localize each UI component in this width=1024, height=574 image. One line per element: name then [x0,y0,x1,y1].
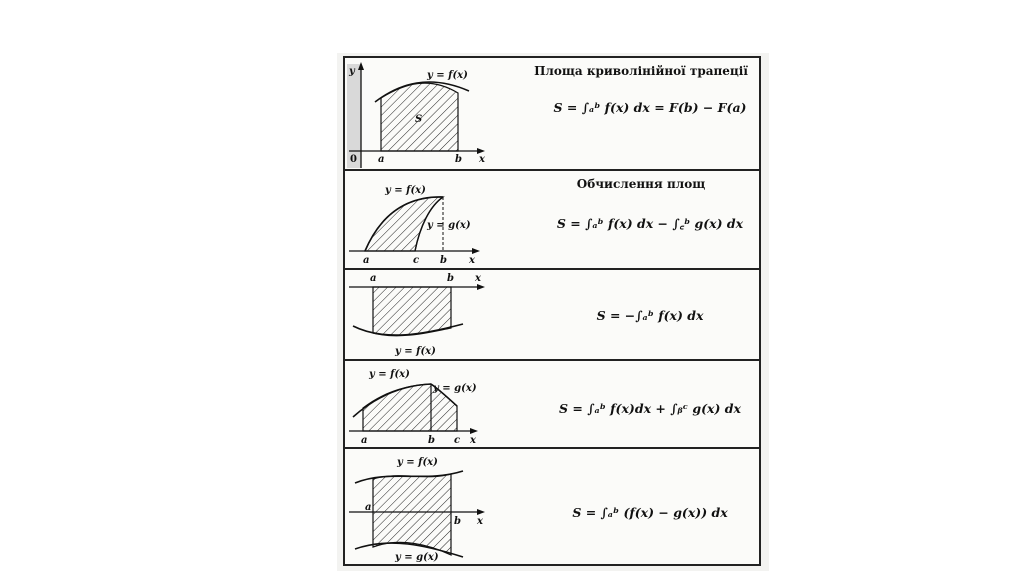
formula-sum: S = ∫ₐᵇ f(x)dx + ∫ᵦᶜ g(x) dx [559,401,741,416]
panel-between-curves [345,449,759,564]
label-b: b [428,435,435,446]
label-c: c [454,435,461,446]
formula-area: S = ∫ₐᵇ f(x) dx = F(b) − F(a) [553,100,747,115]
label-f: y = f(x) [385,185,426,196]
label-c: c [413,255,420,266]
label-a: a [363,255,370,266]
formula-negative: S = −∫ₐᵇ f(x) dx [596,308,704,323]
x-arrow [470,428,478,434]
heading-computing-areas: Обчислення площ [576,177,706,191]
label-x: x [477,516,483,527]
formula-difference: S = ∫ₐᵇ f(x) dx − ∫꜀ᵇ g(x) dx [556,216,744,231]
label-x: x [470,435,476,446]
label-f: y = f(x) [369,369,410,380]
panel-area-difference [345,171,759,270]
label-a: a [370,273,377,284]
label-curve: y = f(x) [427,70,468,81]
label-b: b [454,516,461,527]
x-arrow [472,248,480,254]
formula-between: S = ∫ₐᵇ (f(x) − g(x)) dx [572,505,728,520]
label-x: x [475,273,481,284]
label-a: a [378,154,385,165]
label-f: y = f(x) [397,457,438,468]
x-arrow [477,284,485,290]
label-origin: 0 [350,154,357,165]
label-b: b [440,255,447,266]
label-b: b [455,154,462,165]
label-a: a [361,435,368,446]
label-area: S [415,114,423,125]
label-g: y = g(x) [427,220,471,231]
label-x: x [469,255,475,266]
formula-sheet [343,56,761,566]
label-x: x [479,154,485,165]
x-arrow [477,509,485,515]
label-y: y [349,66,355,77]
panel-sum-area [345,361,759,449]
label-f: y = f(x) [395,346,436,357]
label-g: y = g(x) [395,552,439,563]
label-a: a [365,502,372,513]
panel-negative-area [345,270,759,361]
heading-area: Площа криволінійної трапеції [534,64,748,78]
label-g: y = g(x) [433,383,477,394]
panel-curvilinear-trapezoid [345,58,759,171]
label-b: b [447,273,454,284]
y-axis-shadow [347,64,361,168]
shaded-area [373,287,451,336]
